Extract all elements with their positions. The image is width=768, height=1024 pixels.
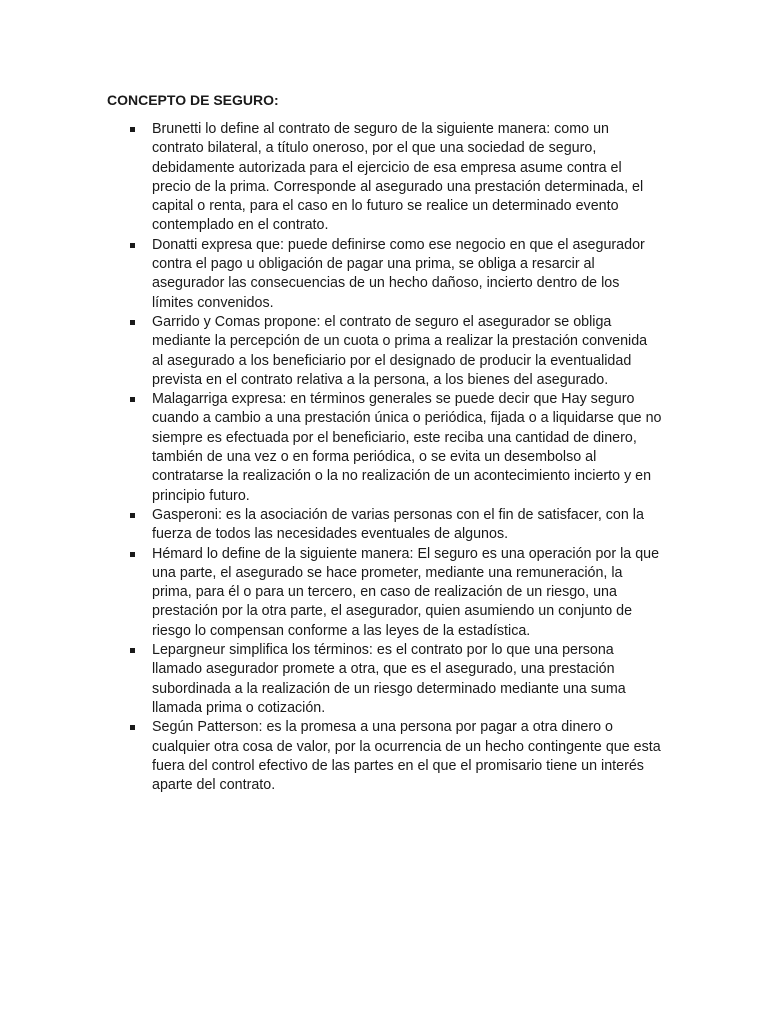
list-item-text: Hémard lo define de la siguiente manera: El seguro es una operación por la que una parte, el asegurado se hace prometer, mediante una remuneración, la prima, para él o para un tercero, en caso de realización de un riesgo, una prestación por la otra parte, el asegurador, quien asumiendo un conjunto de riesgo lo compensan conforme a las leyes de la estadística. [152,545,660,639]
definitions-list [0,120,768,795]
list-item-text: Garrido y Comas propone: el contrato de seguro el asegurador se obliga mediante la percepción de un cuota o prima a realizar la prestación convenida al asegurado a los beneficiario por el designado de producir la eventualidad prevista en el contrato relativa a la persona, a los bienes del asegurado. [152,313,648,388]
list-item [152,506,662,545]
list-item-text: Según Patterson: es la promesa a una persona por pagar a otra dinero o cualquier otra cosa de valor, por la ocurrencia de un hecho contingente que esta fuera del control efectivo de las partes en el que el promisario tiene un interés aparte del contrato. [152,719,661,794]
square-bullet-icon [130,397,135,402]
list-item-text: Lepargneur simplifica los términos: es el contrato por lo que una persona llamado asegurador promete a otra, que es el asegurado, una prestación subordinada a la realización de un riesgo determinado mediante una suma llamada prima o cotización. [152,642,626,716]
square-bullet-icon [130,552,135,557]
list-item-text: Gasperoni: es la asociación de varias personas con el fin de satisfacer, con la fuerza de todos las necesidades eventuales de algunos. [152,506,644,543]
list-item [152,120,662,236]
list-item [152,390,662,506]
square-bullet-icon [130,648,135,653]
square-bullet-icon [130,320,135,325]
square-bullet-icon [130,127,135,132]
list-item [152,313,662,390]
list-item [152,236,662,313]
page-title: CONCEPTO DE SEGURO: [107,92,279,108]
list-item-text: Brunetti lo define al contrato de seguro de la siguiente manera: como un contrato bilateral, a título oneroso, por el que una sociedad de seguro, debidamente autorizada para el ejercicio de esa empresa asume contra el precio de la prima. Corresponde al asegurado una prestación determinada, el capital o renta, para el caso en lo futuro se realice un determinado evento contemplado en el contrato. [152,121,644,234]
list-item [152,641,662,718]
square-bullet-icon [130,243,135,248]
list-item [152,545,662,641]
square-bullet-icon [130,725,135,730]
square-bullet-icon [130,513,135,518]
list-item [152,718,662,795]
list-item-text: Malagarriga expresa: en términos generales se puede decir que Hay seguro cuando a cambio a una prestación única o periódica, fijada o a liquidarse que no siempre es efectuada por el beneficiario, este reciba una cantidad de dinero, también de una vez o en forma periódica, o se evita un desembolso al contratarse la realización o la no realización de un acontecimiento incierto y en principio futuro. [152,391,662,504]
list-item-text: Donatti expresa que: puede definirse como ese negocio en que el asegurador contra el pago u obligación de pagar una prima, se obliga a resarcir al asegurador las consecuencias de un hecho dañoso, incierto dentro de los límites convenidos. [152,236,645,311]
